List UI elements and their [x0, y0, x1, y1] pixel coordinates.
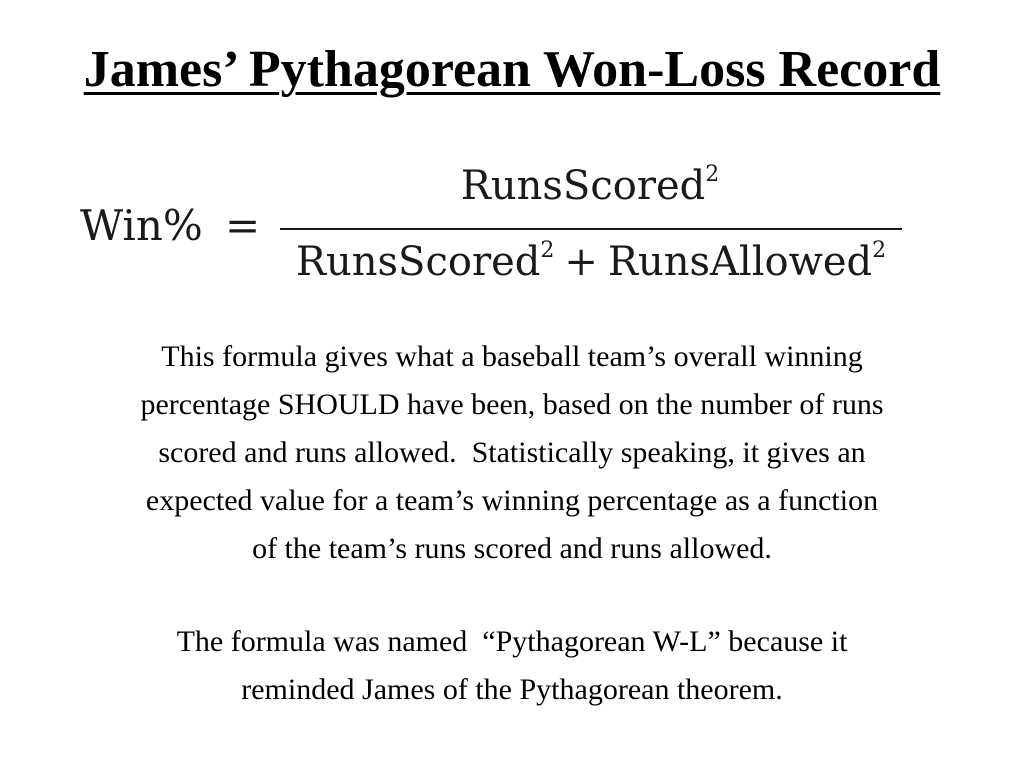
- fraction-bar: [280, 228, 902, 230]
- paragraph-line: of the team’s runs scored and runs allowed.: [252, 532, 772, 565]
- paragraph-line: percentage SHOULD have been, based on the number of runs: [140, 388, 884, 421]
- denominator-exponent-2: 2: [872, 238, 887, 263]
- formula-numerator: [280, 160, 900, 212]
- denominator-exponent-1: 2: [540, 238, 555, 263]
- formula-equals-sign: =: [225, 201, 261, 250]
- plus-sign: +: [564, 239, 598, 285]
- formula-denominator: [280, 236, 902, 288]
- denominator-term-1: RunsScored: [295, 239, 541, 285]
- description-paragraph: [12, 333, 1012, 573]
- numerator-exponent: 2: [705, 162, 720, 187]
- denominator-term-2: RunsAllowed: [607, 239, 873, 285]
- paragraph-line: This formula gives what a baseball team’s overall winning: [161, 340, 863, 373]
- pythagorean-formula: [80, 160, 910, 290]
- numerator-term: RunsScored: [460, 163, 706, 209]
- naming-note-paragraph: [12, 618, 1012, 714]
- formula-lhs: Win%: [80, 201, 203, 250]
- slide-title: James’ Pythagorean Won-Loss Record: [83, 41, 941, 98]
- paragraph-line: The formula was named “Pythagorean W-L” because it: [176, 625, 848, 658]
- paragraph-line: scored and runs allowed. Statistically speaking, it gives an: [158, 436, 866, 469]
- paragraph-line: expected value for a team’s winning percentage as a function: [145, 484, 879, 517]
- paragraph-line: reminded James of the Pythagorean theorem.: [241, 673, 783, 706]
